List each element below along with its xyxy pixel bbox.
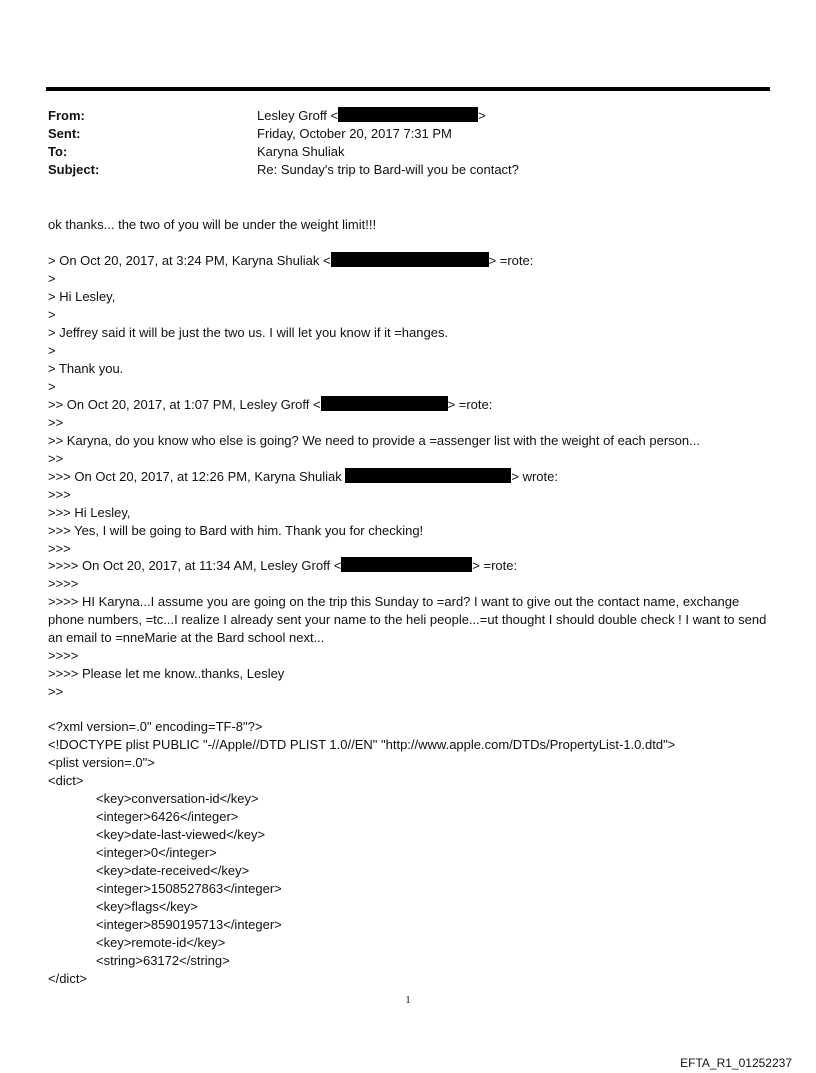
redaction-box xyxy=(345,468,511,483)
body-line: >>>> xyxy=(48,648,79,663)
redaction-box xyxy=(321,396,448,411)
xml-line: </dict> xyxy=(48,971,88,986)
redaction-box xyxy=(338,107,478,122)
body-line xyxy=(48,557,517,575)
body-line: >>> Hi Lesley, xyxy=(48,505,131,520)
quote-header: >>>> On Oct 20, 2017, at 11:34 AM, Lesley Groff < xyxy=(48,558,342,573)
header-divider xyxy=(46,87,770,91)
xml-line: <?xml version=.0" encoding=TF-8"?> xyxy=(48,719,263,734)
body-line: > xyxy=(48,343,56,358)
body-line: >>>> xyxy=(48,576,79,591)
redaction-box xyxy=(341,557,472,572)
xml-line: <dict> xyxy=(48,773,84,788)
body-line: >>>> Please let me know..thanks, Lesley xyxy=(48,666,285,681)
xml-line: <integer>0</integer> xyxy=(96,845,217,860)
body-line: > Jeffrey said it will be just the two us. I will let you know if it =hanges. xyxy=(48,325,449,340)
from-value xyxy=(257,107,486,125)
body-line: >> Karyna, do you know who else is going? We need to provide a =assenger list with the weight of each person... xyxy=(48,433,700,448)
body-line xyxy=(48,468,558,486)
redaction-box xyxy=(331,252,489,267)
xml-line: <key>date-received</key> xyxy=(96,863,250,878)
subject-value: Re: Sunday's trip to Bard-will you be contact? xyxy=(257,162,519,177)
xml-line: <plist version=.0"> xyxy=(48,755,155,770)
xml-line: <key>conversation-id</key> xyxy=(96,791,259,806)
xml-line: <string>63172</string> xyxy=(96,953,230,968)
body-line: > xyxy=(48,307,56,322)
to-value: Karyna Shuliak xyxy=(257,144,345,159)
body-line: >>> Yes, I will be going to Bard with him. Thank you for checking! xyxy=(48,523,424,538)
body-line: >>> xyxy=(48,541,71,556)
from-label: From: xyxy=(48,108,85,123)
sent-label: Sent: xyxy=(48,126,81,141)
body-line: > Hi Lesley, xyxy=(48,289,116,304)
body-line: >> xyxy=(48,684,64,699)
body-paragraph: >>>> HI Karyna...I assume you are going on the trip this Sunday to =ard? I want to give out the contact name, exchange phone numbers, =tc...I realize I already sent your name to the heli people...=ut thought I should double check ! I want to send an email to =nneMarie at the Bard school next... xyxy=(48,594,767,645)
sent-value: Friday, October 20, 2017 7:31 PM xyxy=(257,126,452,141)
body-line xyxy=(48,396,492,414)
from-name: Lesley Groff < xyxy=(257,108,339,123)
body-line: ok thanks... the two of you will be under the weight limit!!! xyxy=(48,217,377,232)
to-label: To: xyxy=(48,144,68,159)
document-id: EFTA_R1_01252237 xyxy=(680,1056,792,1070)
quote-header-end: > =rote: xyxy=(472,558,518,573)
body-line: > xyxy=(48,271,56,286)
body-line: >>> xyxy=(48,487,71,502)
xml-line: <integer>1508527863</integer> xyxy=(96,881,282,896)
body-line: >> xyxy=(48,415,64,430)
quote-header-end: > =rote: xyxy=(488,253,534,268)
quote-header: >>> On Oct 20, 2017, at 12:26 PM, Karyna Shuliak xyxy=(48,469,342,484)
body-line: > xyxy=(48,379,56,394)
xml-line: <key>date-last-viewed</key> xyxy=(96,827,266,842)
quote-header: >> On Oct 20, 2017, at 1:07 PM, Lesley Groff < xyxy=(48,397,321,412)
xml-line: <key>remote-id</key> xyxy=(96,935,226,950)
xml-line: <!DOCTYPE plist PUBLIC "-//Apple//DTD PLIST 1.0//EN" "http://www.apple.com/DTDs/PropertyList-1.0.dtd"> xyxy=(48,737,676,752)
xml-line: <key>flags</key> xyxy=(96,899,198,914)
quote-header-end: > wrote: xyxy=(511,469,558,484)
subject-label: Subject: xyxy=(48,162,100,177)
from-suffix: > xyxy=(478,108,486,123)
page-number: 1 xyxy=(405,994,411,1006)
xml-line: <integer>8590195713</integer> xyxy=(96,917,282,932)
quote-header: > On Oct 20, 2017, at 3:24 PM, Karyna Shuliak < xyxy=(48,253,331,268)
xml-line: <integer>6426</integer> xyxy=(96,809,239,824)
body-line xyxy=(48,252,533,270)
body-line: >> xyxy=(48,451,64,466)
quote-header-end: > =rote: xyxy=(447,397,493,412)
body-line: > Thank you. xyxy=(48,361,124,376)
